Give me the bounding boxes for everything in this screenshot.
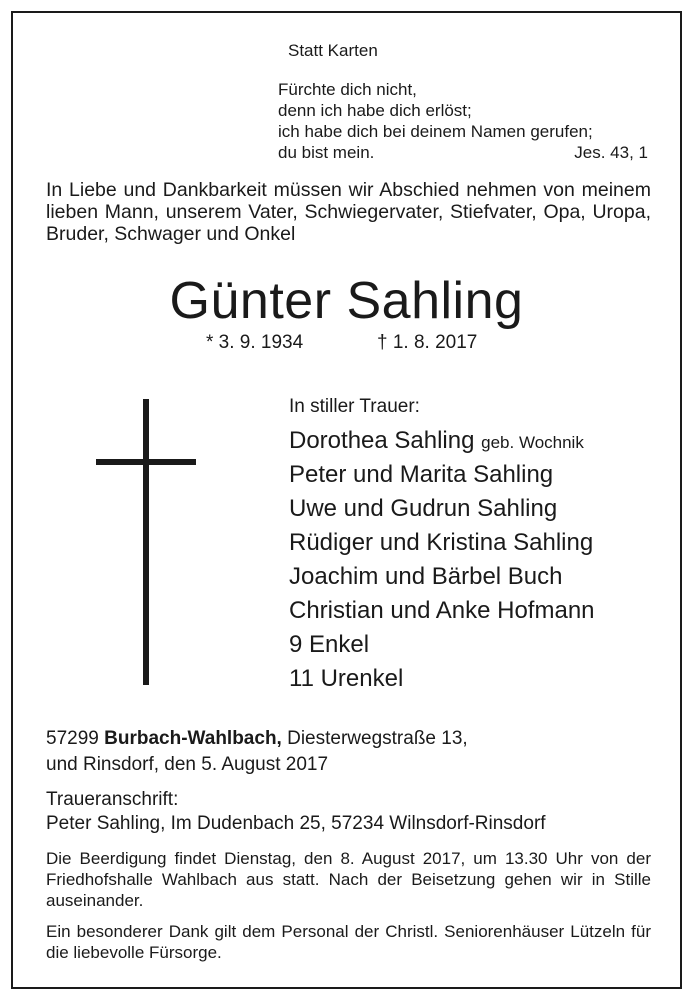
place-name: Burbach-Wahlbach, bbox=[104, 728, 282, 749]
mourner-name: Dorothea Sahling bbox=[289, 427, 475, 454]
mourner-row: Joachim und Bärbel Buch bbox=[289, 563, 563, 590]
mourner-row: Rüdiger und Kristina Sahling bbox=[289, 529, 594, 556]
mourner-row bbox=[289, 424, 595, 458]
postcode: 57299 bbox=[46, 728, 99, 749]
verse-line: du bist mein. bbox=[278, 143, 375, 162]
birth-date: * 3. 9. 1934 bbox=[206, 332, 304, 353]
address-line-2: und Rinsdorf, den 5. August 2017 bbox=[46, 754, 329, 775]
family-address bbox=[46, 726, 468, 778]
mourners-list bbox=[289, 424, 595, 696]
funeral-info: Die Beerdigung findet Dienstag, den 8. August 2017, um 13.30 Uhr von der Friedhofshalle Wahlbach aus statt. Nach der Beisetzung gehen wir in Stille auseinander. bbox=[46, 849, 651, 910]
mourner-row: 11 Urenkel bbox=[289, 665, 404, 692]
verse-last-row bbox=[278, 142, 648, 163]
mourners-label: In stiller Trauer: bbox=[289, 396, 420, 417]
verse-reference: Jes. 43, 1 bbox=[574, 143, 648, 162]
deceased-name: Günter Sahling bbox=[169, 272, 524, 330]
thanks-note: Ein besonderer Dank gilt dem Personal der Christl. Seniorenhäuser Lützeln für die liebevolle Fürsorge. bbox=[46, 922, 651, 962]
verse-line: Fürchte dich nicht, bbox=[278, 80, 417, 99]
mourner-row: Christian und Anke Hofmann bbox=[289, 597, 595, 624]
intro-text: In Liebe und Dankbarkeit müssen wir Abschied nehmen von meinem lieben Mann, unserem Vater, Schwiegervater, Stiefvater, Opa, Uropa, Bruder, Schwager und Onkel bbox=[46, 179, 651, 245]
verse-line: denn ich habe dich erlöst; bbox=[278, 101, 472, 120]
obituary-notice bbox=[11, 11, 682, 989]
condolence-address-label: Traueranschrift: bbox=[46, 789, 179, 810]
verse-line: ich habe dich bei deinem Namen gerufen; bbox=[278, 122, 593, 141]
statt-karten: Statt Karten bbox=[288, 41, 378, 60]
address-line-1 bbox=[46, 726, 468, 752]
condolence-address-line: Peter Sahling, Im Dudenbach 25, 57234 Wilnsdorf-Rinsdorf bbox=[46, 813, 546, 834]
maiden-name-note: geb. Wochnik bbox=[481, 433, 584, 452]
death-date: † 1. 8. 2017 bbox=[377, 332, 478, 353]
cross-horizontal-bar bbox=[96, 459, 196, 465]
street: Diesterwegstraße 13, bbox=[287, 728, 468, 749]
condolence-address bbox=[46, 788, 546, 836]
mourner-row: Uwe und Gudrun Sahling bbox=[289, 495, 558, 522]
bible-verse bbox=[278, 79, 648, 163]
mourner-row: 9 Enkel bbox=[289, 631, 370, 658]
mourner-row: Peter und Marita Sahling bbox=[289, 461, 554, 488]
cross-vertical-bar bbox=[143, 399, 149, 685]
